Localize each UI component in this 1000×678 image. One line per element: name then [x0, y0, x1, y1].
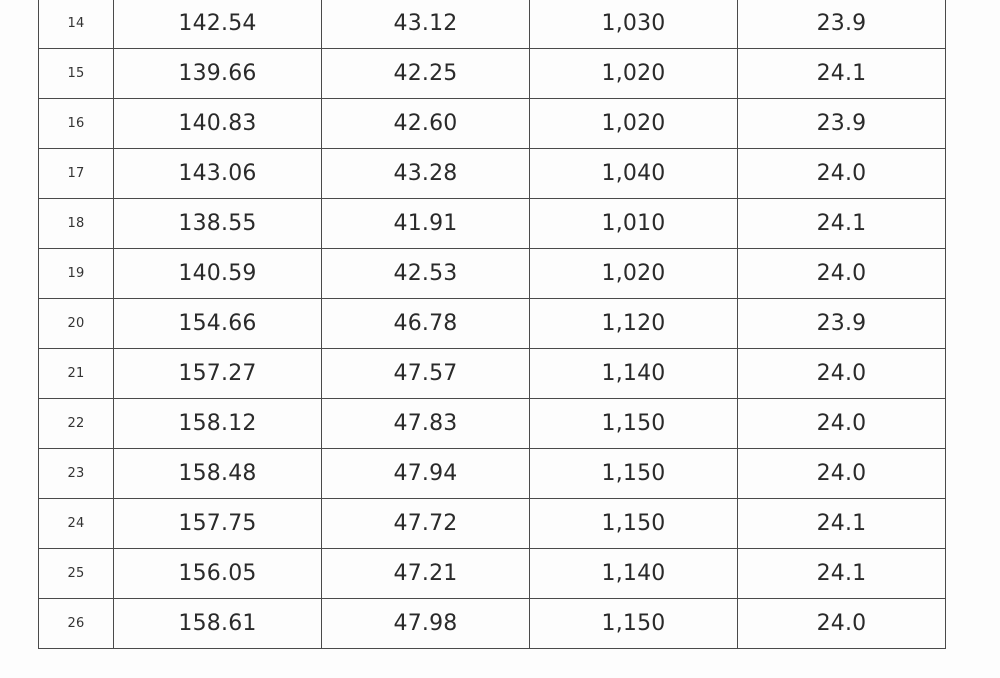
value-cell: 23.9	[738, 299, 946, 349]
value-cell: 157.27	[114, 349, 322, 399]
value-cell: 42.60	[322, 99, 530, 149]
value-cell: 1,150	[530, 449, 738, 499]
table-row	[39, 99, 946, 149]
value-cell: 138.55	[114, 199, 322, 249]
table-body	[39, 0, 946, 649]
value-cell: 154.66	[114, 299, 322, 349]
value-cell: 139.66	[114, 49, 322, 99]
table-row	[39, 349, 946, 399]
value-cell: 143.06	[114, 149, 322, 199]
table-row	[39, 0, 946, 49]
value-cell: 43.12	[322, 0, 530, 49]
row-index-cell: 26	[39, 599, 114, 649]
value-cell: 47.94	[322, 449, 530, 499]
table-row	[39, 49, 946, 99]
value-cell: 1,150	[530, 399, 738, 449]
value-cell: 47.57	[322, 349, 530, 399]
value-cell: 24.0	[738, 599, 946, 649]
value-cell: 42.53	[322, 249, 530, 299]
value-cell: 1,150	[530, 499, 738, 549]
value-cell: 158.48	[114, 449, 322, 499]
data-table	[38, 0, 946, 649]
row-index-cell: 23	[39, 449, 114, 499]
value-cell: 1,040	[530, 149, 738, 199]
value-cell: 156.05	[114, 549, 322, 599]
value-cell: 46.78	[322, 299, 530, 349]
row-index-cell: 25	[39, 549, 114, 599]
row-index-cell: 15	[39, 49, 114, 99]
value-cell: 158.61	[114, 599, 322, 649]
value-cell: 24.0	[738, 249, 946, 299]
value-cell: 140.83	[114, 99, 322, 149]
value-cell: 42.25	[322, 49, 530, 99]
row-index-cell: 17	[39, 149, 114, 199]
row-index-cell: 14	[39, 0, 114, 49]
value-cell: 1,010	[530, 199, 738, 249]
value-cell: 47.98	[322, 599, 530, 649]
value-cell: 24.1	[738, 499, 946, 549]
table-row	[39, 249, 946, 299]
value-cell: 142.54	[114, 0, 322, 49]
value-cell: 1,030	[530, 0, 738, 49]
value-cell: 47.83	[322, 399, 530, 449]
value-cell: 47.72	[322, 499, 530, 549]
value-cell: 24.0	[738, 349, 946, 399]
value-cell: 157.75	[114, 499, 322, 549]
value-cell: 24.1	[738, 49, 946, 99]
value-cell: 1,140	[530, 349, 738, 399]
row-index-cell: 19	[39, 249, 114, 299]
value-cell: 1,020	[530, 99, 738, 149]
table-row	[39, 149, 946, 199]
value-cell: 1,120	[530, 299, 738, 349]
row-index-cell: 24	[39, 499, 114, 549]
value-cell: 24.0	[738, 399, 946, 449]
value-cell: 24.1	[738, 199, 946, 249]
table-row	[39, 499, 946, 549]
table-row	[39, 549, 946, 599]
value-cell: 1,150	[530, 599, 738, 649]
value-cell: 1,020	[530, 249, 738, 299]
value-cell: 158.12	[114, 399, 322, 449]
row-index-cell: 22	[39, 399, 114, 449]
value-cell: 23.9	[738, 0, 946, 49]
value-cell: 24.0	[738, 449, 946, 499]
value-cell: 43.28	[322, 149, 530, 199]
row-index-cell: 18	[39, 199, 114, 249]
row-index-cell: 20	[39, 299, 114, 349]
table-row	[39, 449, 946, 499]
value-cell: 41.91	[322, 199, 530, 249]
value-cell: 140.59	[114, 249, 322, 299]
value-cell: 23.9	[738, 99, 946, 149]
value-cell: 24.0	[738, 149, 946, 199]
value-cell: 1,140	[530, 549, 738, 599]
value-cell: 24.1	[738, 549, 946, 599]
table-row	[39, 199, 946, 249]
table-row	[39, 599, 946, 649]
table-row	[39, 399, 946, 449]
row-index-cell: 21	[39, 349, 114, 399]
value-cell: 47.21	[322, 549, 530, 599]
table-row	[39, 299, 946, 349]
value-cell: 1,020	[530, 49, 738, 99]
row-index-cell: 16	[39, 99, 114, 149]
